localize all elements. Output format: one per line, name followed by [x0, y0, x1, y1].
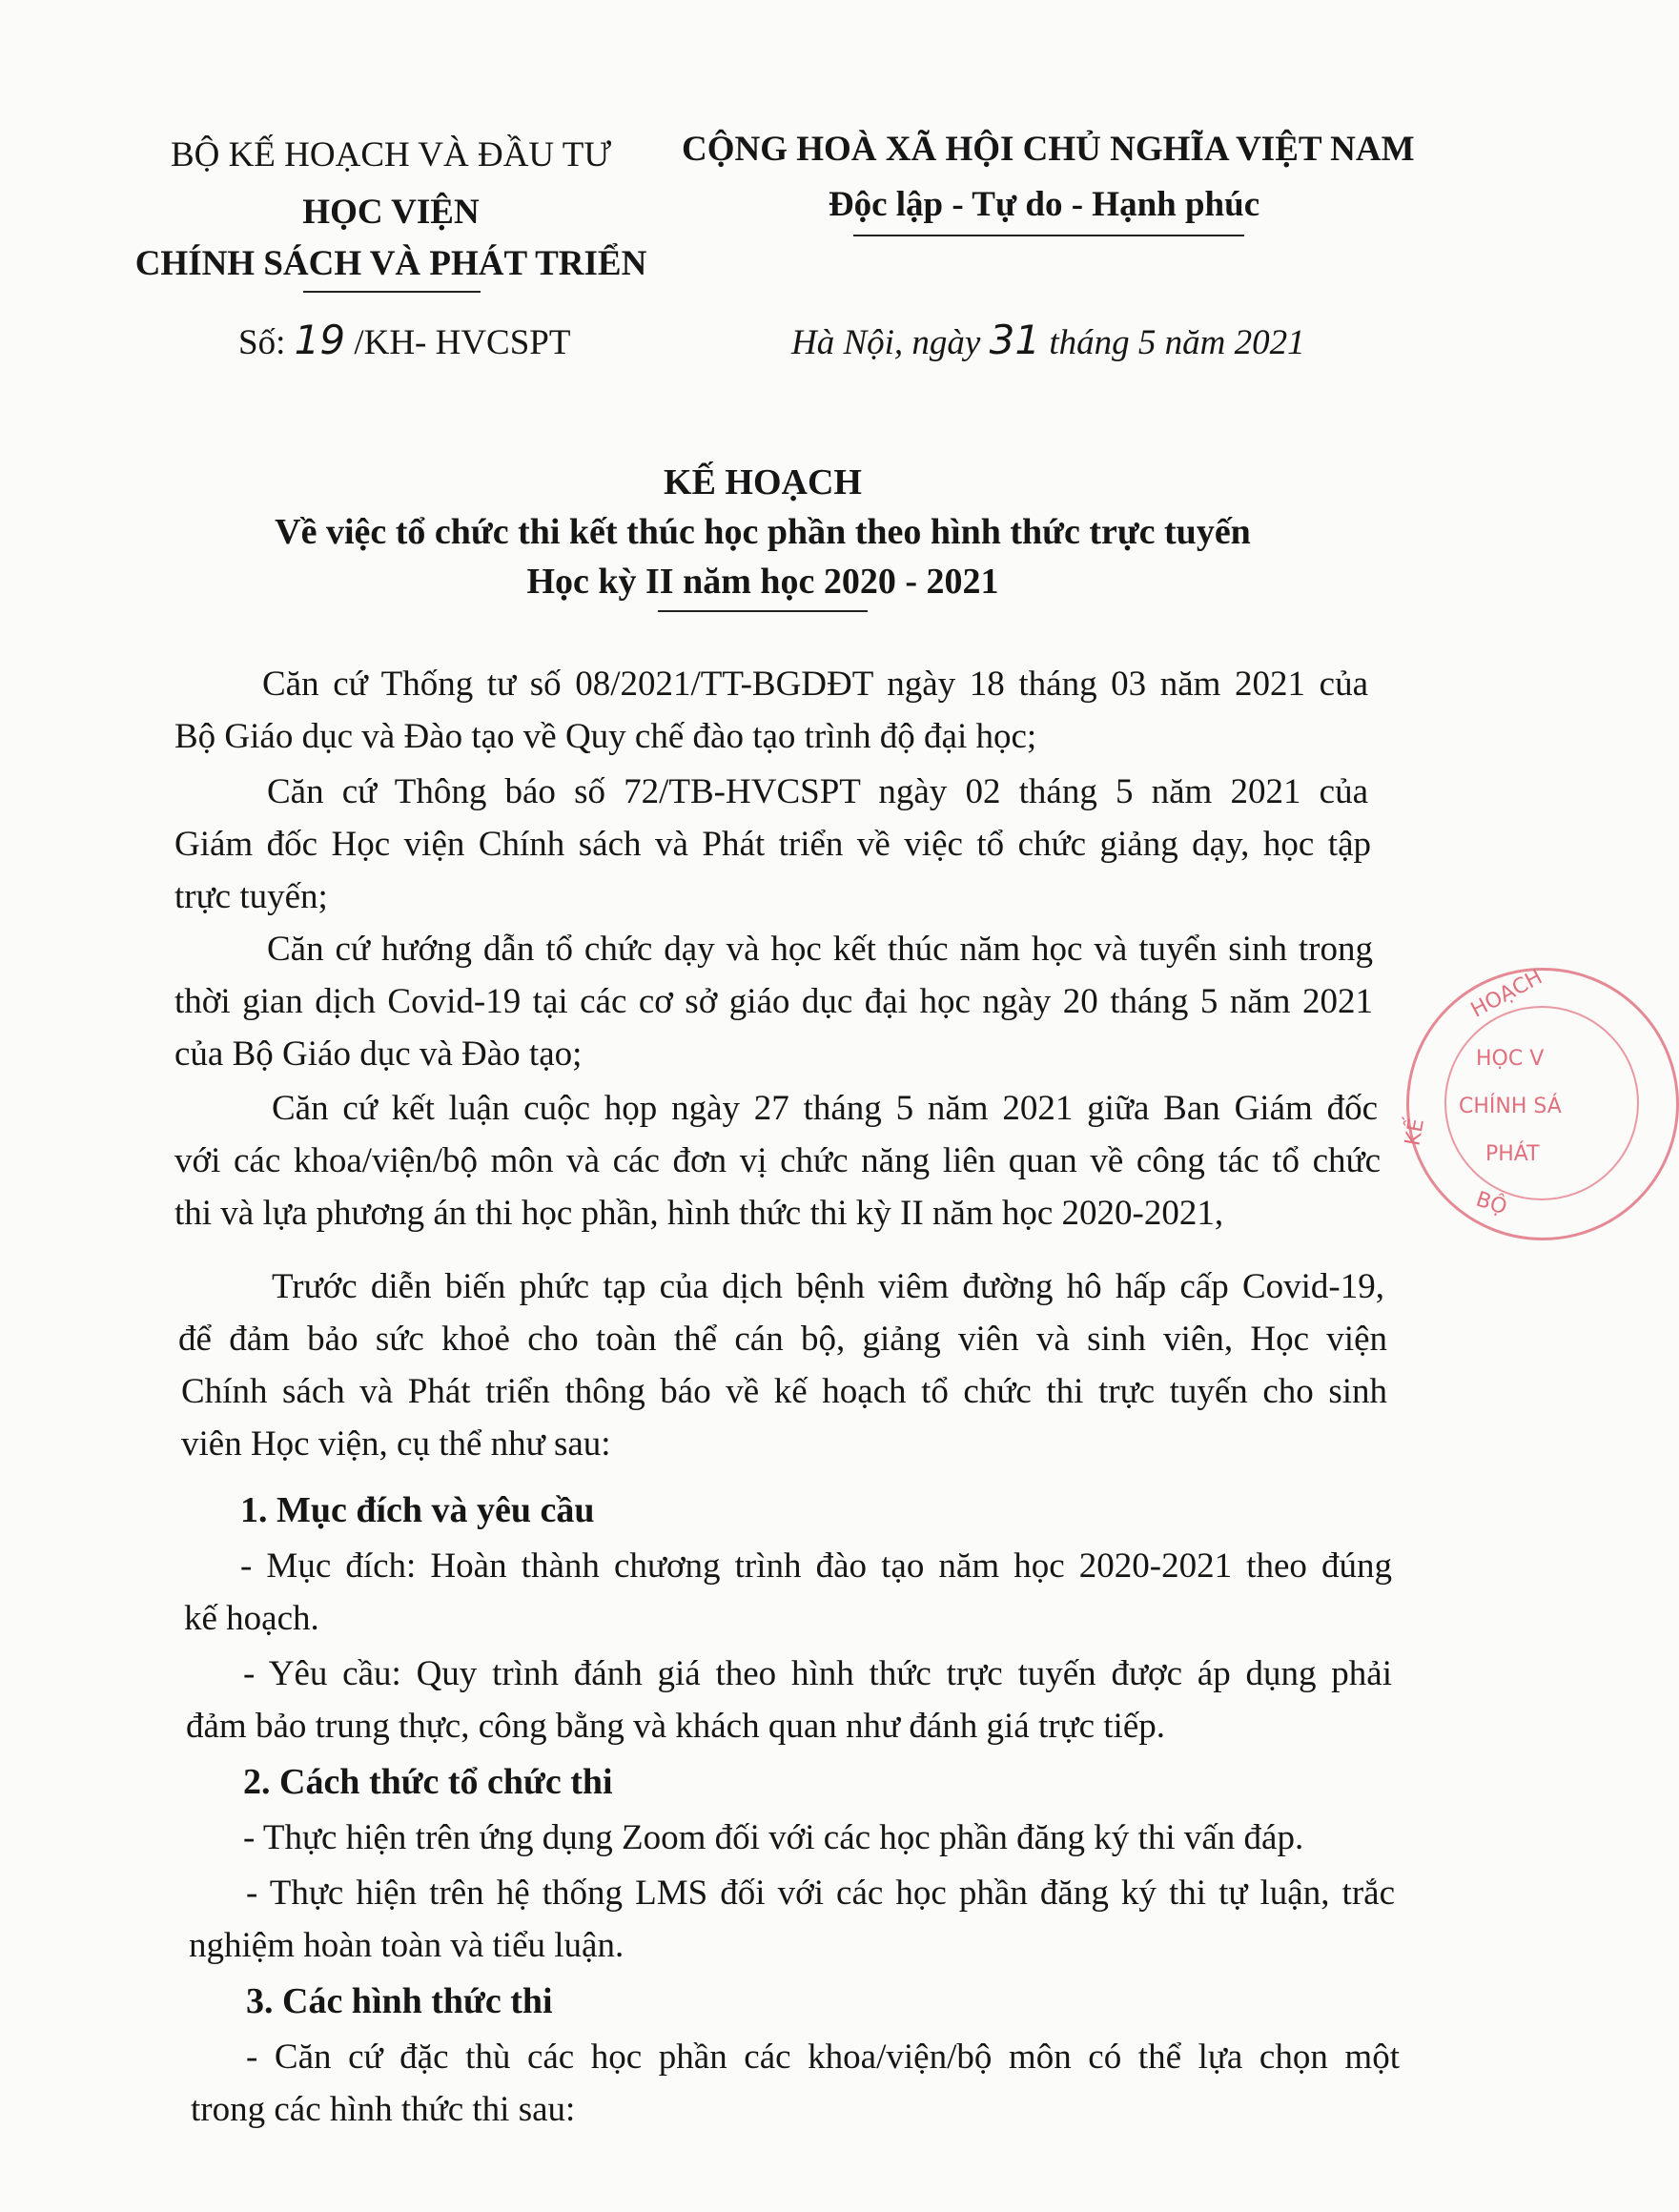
section-2-item-2-line-1: - Thực hiện trên hệ thống LMS đối với các học phần đăng ký thi tự luận, trắc — [246, 1874, 1395, 1913]
section-2-heading: 2. Cách thức tổ chức thi — [243, 1762, 613, 1802]
document-title: KẾ HOẠCH — [664, 462, 862, 502]
seal-text-bottom: BỘ — [1472, 1187, 1510, 1220]
basis-3-line-3: của Bộ Giáo dục và Đào tạo; — [174, 1034, 583, 1074]
header-left-underline — [303, 291, 481, 293]
section-2-item-1: - Thực hiện trên ứng dụng Zoom đối với các học phần đăng ký thi vấn đáp. — [243, 1818, 1304, 1857]
document-number-prefix: Số: — [238, 323, 286, 362]
intro-line-4: viên Học viện, cụ thể như sau: — [181, 1424, 611, 1464]
intro-line-2: để đảm bảo sức khoẻ cho toàn thể cán bộ, giảng viên và sinh viên, Học viện — [178, 1320, 1387, 1359]
seal-text-top: HOẠCH — [1466, 965, 1546, 1023]
section-3-heading: 3. Các hình thức thi — [246, 1981, 553, 2021]
date-prefix: Hà Nội, ngày — [791, 323, 981, 362]
basis-4-line-1: Căn cứ kết luận cuộc họp ngày 27 tháng 5 năm 2021 giữa Ban Giám đốc — [272, 1089, 1378, 1128]
institute-line-1: HỌC VIỆN — [302, 193, 480, 232]
national-motto: Độc lập - Tự do - Hạnh phúc — [828, 185, 1260, 224]
date-suffix: tháng 5 năm 2021 — [1049, 323, 1305, 362]
document-subtitle-1: Về việc tổ chức thi kết thúc học phần theo hình thức trực tuyến — [275, 512, 1251, 552]
institute-line-2: CHÍNH SÁCH VÀ PHÁT TRIỂN — [134, 244, 647, 283]
basis-2-line-1: Căn cứ Thông báo số 72/TB-HVCSPT ngày 02 tháng 5 năm 2021 của — [267, 772, 1368, 811]
seal-text-left: KẾ — [1401, 1116, 1429, 1148]
document-number — [238, 315, 570, 369]
section-1-purpose-line-2: kế hoạch. — [184, 1599, 319, 1638]
document-number-suffix: /KH- HVCSPT — [354, 323, 571, 362]
section-1-requirement-line-2: đảm bảo trung thực, công bằng và khách quan như đánh giá trực tiếp. — [186, 1707, 1166, 1746]
document-date — [791, 315, 1305, 369]
section-1-heading: 1. Mục đích và yêu cầu — [240, 1490, 595, 1530]
intro-line-1: Trước diễn biến phức tạp của dịch bệnh viêm đường hô hấp cấp Covid-19, — [272, 1267, 1384, 1306]
section-1-purpose-line-1: - Mục đích: Hoàn thành chương trình đào tạo năm học 2020-2021 theo đúng — [240, 1546, 1392, 1586]
section-3-item-1-line-2: trong các hình thức thi sau: — [191, 2090, 576, 2129]
section-2-item-2-line-2: nghiệm hoàn toàn và tiểu luận. — [189, 1926, 625, 1965]
seal-text-line-3: PHÁT — [1485, 1142, 1540, 1166]
seal-text-line-2: CHÍNH SÁ — [1459, 1095, 1562, 1118]
basis-3-line-1: Căn cứ hướng dẫn tổ chức dạy và học kết thúc năm học và tuyển sinh trong — [267, 930, 1373, 969]
basis-4-line-2: với các khoa/viện/bộ môn và các đơn vị chức năng liên quan về công tác tổ chức — [174, 1141, 1381, 1180]
document-number-handwritten: 19 — [294, 317, 346, 363]
date-day-handwritten: 31 — [989, 317, 1041, 363]
basis-1-line-2: Bộ Giáo dục và Đào tạo về Quy chế đào tạo trình độ đại học; — [174, 717, 1037, 756]
intro-line-3: Chính sách và Phát triển thông báo về kế hoạch tổ chức thi trực tuyến cho sinh — [181, 1372, 1387, 1411]
basis-3-line-2: thời gian dịch Covid-19 tại các cơ sở giáo dục đại học ngày 20 tháng 5 năm 2021 — [174, 982, 1373, 1021]
title-underline — [658, 610, 868, 612]
motto-underline — [853, 235, 1244, 236]
section-1-requirement-line-1: - Yêu cầu: Quy trình đánh giá theo hình thức trực tuyến được áp dụng phải — [243, 1654, 1392, 1693]
section-3-item-1-line-1: - Căn cứ đặc thù các học phần các khoa/viện/bộ môn có thể lựa chọn một — [246, 2038, 1400, 2077]
ministry-name: BỘ KẾ HOẠCH VÀ ĐẦU TƯ — [170, 135, 612, 174]
document-subtitle-2: Học kỳ II năm học 2020 - 2021 — [526, 562, 999, 602]
basis-1-line-1: Căn cứ Thống tư số 08/2021/TT-BGDĐT ngày 18 tháng 03 năm 2021 của — [262, 665, 1368, 704]
basis-4-line-3: thi và lựa phương án thi học phần, hình thức thi kỳ II năm học 2020-2021, — [174, 1194, 1224, 1233]
seal-text-line-1: HỌC V — [1476, 1047, 1545, 1071]
basis-2-line-3: trực tuyến; — [174, 877, 328, 916]
country-name: CỘNG HOÀ XÃ HỘI CHỦ NGHĨA VIỆT NAM — [682, 130, 1415, 169]
basis-2-line-2: Giám đốc Học viện Chính sách và Phát triển về việc tổ chức giảng dạy, học tập — [174, 825, 1371, 864]
